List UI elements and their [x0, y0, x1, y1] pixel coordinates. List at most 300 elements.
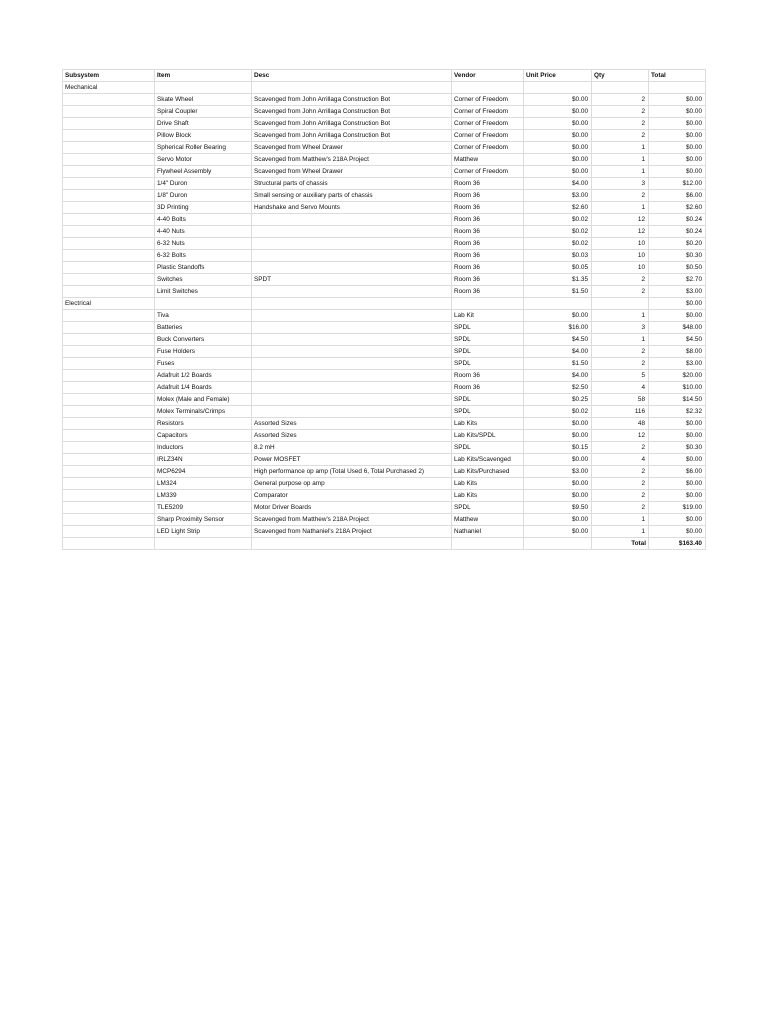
- cell-vendor: Room 36: [452, 262, 524, 274]
- cell-subsystem: [63, 214, 155, 226]
- cell-item: Buck Converters: [155, 334, 252, 346]
- table-row: [63, 454, 706, 466]
- cell-desc: Scavenged from Wheel Drawer: [252, 166, 452, 178]
- cell-subsystem: [63, 130, 155, 142]
- cell-subsystem: [63, 274, 155, 286]
- cell-vendor: Lab Kits: [452, 478, 524, 490]
- cell-vendor: Matthew: [452, 514, 524, 526]
- cell-total: $6.00: [649, 190, 706, 202]
- cell-vendor: SPDL: [452, 442, 524, 454]
- cell-subsystem: [63, 406, 155, 418]
- table-row: [63, 214, 706, 226]
- cell-subsystem: [63, 142, 155, 154]
- cell-total: $0.00: [649, 94, 706, 106]
- table-row: [63, 406, 706, 418]
- cell-item: 1/4" Duron: [155, 178, 252, 190]
- cell-unit-price: $0.00: [524, 154, 592, 166]
- cell-vendor: SPDL: [452, 406, 524, 418]
- cell-item: 3D Printing: [155, 202, 252, 214]
- cell-subsystem: [63, 454, 155, 466]
- cell-subsystem: [63, 334, 155, 346]
- cell-item: Molex (Male and Female): [155, 394, 252, 406]
- cell-item: Plastic Standoffs: [155, 262, 252, 274]
- cell-desc: [252, 394, 452, 406]
- cell-unit-price: $4.00: [524, 178, 592, 190]
- table-row: [63, 442, 706, 454]
- cell-vendor: Lab Kits: [452, 490, 524, 502]
- cell-desc: High performance op amp (Total Used 6, Total Purchased 2): [252, 466, 452, 478]
- cell-desc: [252, 310, 452, 322]
- cell-qty: 1: [592, 142, 649, 154]
- cell-total: $0.00: [649, 154, 706, 166]
- header-row: [63, 70, 706, 82]
- cell-subsystem: [63, 94, 155, 106]
- cell-vendor: Matthew: [452, 154, 524, 166]
- cell-subsystem: [63, 394, 155, 406]
- cell-item: Tiva: [155, 310, 252, 322]
- cell-subsystem: [63, 370, 155, 382]
- cell-unit-price: $2.50: [524, 382, 592, 394]
- cell-vendor: [452, 82, 524, 94]
- cell-item: TLE5209: [155, 502, 252, 514]
- cell-unit-price: $0.02: [524, 238, 592, 250]
- cell-vendor: SPDL: [452, 322, 524, 334]
- cell-vendor: Room 36: [452, 370, 524, 382]
- cell-qty: 10: [592, 262, 649, 274]
- cell-unit-price: $0.00: [524, 130, 592, 142]
- cell-qty: [592, 298, 649, 310]
- cell-vendor: Nathaniel: [452, 526, 524, 538]
- cell-item: Switches: [155, 274, 252, 286]
- table-row: [63, 514, 706, 526]
- cell-qty: 1: [592, 526, 649, 538]
- cell-subsystem: [63, 526, 155, 538]
- table-row: [63, 358, 706, 370]
- cell-unit-price: $0.00: [524, 142, 592, 154]
- header-unit-price: Unit Price: [524, 70, 592, 82]
- table-row: [63, 154, 706, 166]
- cell-unit-price: [524, 538, 592, 550]
- cell-subsystem: [63, 322, 155, 334]
- table-row: [63, 262, 706, 274]
- cell-unit-price: $1.35: [524, 274, 592, 286]
- cell-item: Molex Terminals/Crimps: [155, 406, 252, 418]
- cell-subsystem: [63, 118, 155, 130]
- cell-desc: Scavenged from John Arrillaga Construction Bot: [252, 106, 452, 118]
- cell-subsystem: [63, 262, 155, 274]
- cell-item: Resistors: [155, 418, 252, 430]
- cell-qty: 1: [592, 310, 649, 322]
- cell-desc: Comparator: [252, 490, 452, 502]
- cell-unit-price: $0.02: [524, 226, 592, 238]
- cell-desc: Scavenged from John Arrillaga Construction Bot: [252, 130, 452, 142]
- cell-qty: 2: [592, 466, 649, 478]
- cell-desc: [252, 238, 452, 250]
- cell-total: $163.40: [649, 538, 706, 550]
- cell-unit-price: $4.00: [524, 370, 592, 382]
- cell-desc: [252, 298, 452, 310]
- cell-unit-price: $0.00: [524, 454, 592, 466]
- cell-subsystem: [63, 442, 155, 454]
- cell-item: Adafruit 1/2 Boards: [155, 370, 252, 382]
- cell-subsystem: [63, 490, 155, 502]
- cell-vendor: Room 36: [452, 238, 524, 250]
- cell-desc: Scavenged from John Arrillaga Construction Bot: [252, 94, 452, 106]
- table-row: [63, 106, 706, 118]
- table-row: [63, 478, 706, 490]
- cell-total: $0.00: [649, 454, 706, 466]
- cell-desc: Assorted Sizes: [252, 430, 452, 442]
- table-row: [63, 178, 706, 190]
- cell-desc: 8.2 mH: [252, 442, 452, 454]
- cell-unit-price: $3.00: [524, 466, 592, 478]
- cell-item: Limit Switches: [155, 286, 252, 298]
- cell-vendor: Corner of Freedom: [452, 166, 524, 178]
- cell-qty: 2: [592, 286, 649, 298]
- cell-vendor: Corner of Freedom: [452, 142, 524, 154]
- cell-qty: 1: [592, 334, 649, 346]
- cell-subsystem: [63, 538, 155, 550]
- table-row: [63, 370, 706, 382]
- cell-subsystem: [63, 478, 155, 490]
- cell-subsystem: [63, 346, 155, 358]
- budget-table-body: [63, 70, 706, 550]
- cell-desc: [252, 286, 452, 298]
- cell-total: $3.00: [649, 358, 706, 370]
- cell-total: $3.00: [649, 286, 706, 298]
- header-subsystem: Subsystem: [63, 70, 155, 82]
- cell-qty: 1: [592, 202, 649, 214]
- cell-subsystem: [63, 310, 155, 322]
- cell-vendor: SPDL: [452, 346, 524, 358]
- cell-qty: 3: [592, 322, 649, 334]
- cell-item: [155, 538, 252, 550]
- cell-total: $20.00: [649, 370, 706, 382]
- cell-unit-price: $0.05: [524, 262, 592, 274]
- cell-subsystem: [63, 382, 155, 394]
- cell-desc: General purpose op amp: [252, 478, 452, 490]
- cell-desc: Assorted Sizes: [252, 418, 452, 430]
- cell-total: $0.00: [649, 166, 706, 178]
- cell-qty: 2: [592, 118, 649, 130]
- cell-unit-price: $0.00: [524, 526, 592, 538]
- cell-desc: [252, 538, 452, 550]
- cell-unit-price: $2.60: [524, 202, 592, 214]
- cell-total: $2.60: [649, 202, 706, 214]
- cell-total: $0.00: [649, 130, 706, 142]
- header-desc: Desc: [252, 70, 452, 82]
- cell-total: $0.00: [649, 298, 706, 310]
- cell-unit-price: $0.15: [524, 442, 592, 454]
- cell-vendor: Room 36: [452, 190, 524, 202]
- cell-qty: 2: [592, 130, 649, 142]
- cell-unit-price: $0.03: [524, 250, 592, 262]
- cell-total: $0.00: [649, 118, 706, 130]
- table-row: [63, 274, 706, 286]
- cell-unit-price: $16.00: [524, 322, 592, 334]
- cell-total: $6.00: [649, 466, 706, 478]
- cell-unit-price: $0.02: [524, 406, 592, 418]
- cell-desc: [252, 250, 452, 262]
- cell-unit-price: $4.50: [524, 334, 592, 346]
- cell-desc: Handshake and Servo Mounts: [252, 202, 452, 214]
- cell-unit-price: $0.00: [524, 514, 592, 526]
- cell-total: $0.00: [649, 418, 706, 430]
- cell-unit-price: $0.00: [524, 94, 592, 106]
- cell-unit-price: $0.00: [524, 478, 592, 490]
- cell-qty: 2: [592, 190, 649, 202]
- table-row: [63, 490, 706, 502]
- cell-qty: 1: [592, 154, 649, 166]
- cell-subsystem: [63, 250, 155, 262]
- cell-qty: [592, 82, 649, 94]
- cell-qty: 48: [592, 418, 649, 430]
- cell-total: $0.50: [649, 262, 706, 274]
- cell-unit-price: $0.00: [524, 430, 592, 442]
- cell-item: Inductors: [155, 442, 252, 454]
- cell-desc: [252, 358, 452, 370]
- table-row: [63, 190, 706, 202]
- table-row: [63, 430, 706, 442]
- cell-vendor: Corner of Freedom: [452, 118, 524, 130]
- cell-unit-price: $0.00: [524, 106, 592, 118]
- table-row: [63, 526, 706, 538]
- cell-desc: [252, 334, 452, 346]
- cell-total: $0.00: [649, 310, 706, 322]
- cell-vendor: Room 36: [452, 382, 524, 394]
- cell-desc: Scavenged from Matthew's 218A Project: [252, 154, 452, 166]
- cell-unit-price: $0.00: [524, 166, 592, 178]
- cell-vendor: Lab Kits: [452, 418, 524, 430]
- cell-desc: Scavenged from Wheel Drawer: [252, 142, 452, 154]
- cell-subsystem: [63, 430, 155, 442]
- table-row: [63, 346, 706, 358]
- cell-total: $0.30: [649, 250, 706, 262]
- cell-item: 6-32 Nuts: [155, 238, 252, 250]
- cell-qty: 2: [592, 490, 649, 502]
- cell-qty: 4: [592, 382, 649, 394]
- cell-item: [155, 298, 252, 310]
- cell-item: IRLZ34N: [155, 454, 252, 466]
- table-row: [63, 322, 706, 334]
- cell-subsystem: [63, 106, 155, 118]
- cell-vendor: Room 36: [452, 286, 524, 298]
- cell-subsystem: [63, 358, 155, 370]
- cell-vendor: Room 36: [452, 250, 524, 262]
- cell-qty: 10: [592, 238, 649, 250]
- cell-qty: 5: [592, 370, 649, 382]
- cell-item: 6-32 Bolts: [155, 250, 252, 262]
- cell-unit-price: $3.00: [524, 190, 592, 202]
- cell-item: Skate Wheel: [155, 94, 252, 106]
- cell-desc: Motor Driver Boards: [252, 502, 452, 514]
- budget-table: [62, 69, 706, 550]
- cell-qty: 10: [592, 250, 649, 262]
- cell-qty: 2: [592, 94, 649, 106]
- cell-total: [649, 82, 706, 94]
- cell-total: $10.00: [649, 382, 706, 394]
- cell-qty: 1: [592, 166, 649, 178]
- cell-total: $0.20: [649, 238, 706, 250]
- cell-vendor: SPDL: [452, 358, 524, 370]
- cell-qty: 2: [592, 478, 649, 490]
- cell-item: [155, 82, 252, 94]
- cell-item: Drive Shaft: [155, 118, 252, 130]
- cell-qty: 12: [592, 214, 649, 226]
- cell-unit-price: $0.00: [524, 418, 592, 430]
- cell-item: Spiral Coupler: [155, 106, 252, 118]
- cell-qty: 12: [592, 226, 649, 238]
- table-row: [63, 94, 706, 106]
- cell-qty: 12: [592, 430, 649, 442]
- cell-item: Batteries: [155, 322, 252, 334]
- cell-vendor: Lab Kits/Scavenged: [452, 454, 524, 466]
- cell-subsystem: [63, 154, 155, 166]
- cell-desc: Scavenged from Nathaniel's 218A Project: [252, 526, 452, 538]
- table-row: [63, 130, 706, 142]
- cell-vendor: Lab Kits/Purchased: [452, 466, 524, 478]
- cell-vendor: SPDL: [452, 502, 524, 514]
- cell-vendor: Corner of Freedom: [452, 94, 524, 106]
- table-row: [63, 418, 706, 430]
- cell-subsystem: [63, 238, 155, 250]
- cell-item: Flywheel Assembly: [155, 166, 252, 178]
- cell-subsystem: [63, 226, 155, 238]
- cell-qty: 2: [592, 106, 649, 118]
- cell-unit-price: $4.00: [524, 346, 592, 358]
- subsystem-row: [63, 298, 706, 310]
- cell-total: $0.00: [649, 106, 706, 118]
- cell-total: $0.00: [649, 430, 706, 442]
- table-row: [63, 310, 706, 322]
- cell-unit-price: $1.50: [524, 358, 592, 370]
- cell-desc: [252, 322, 452, 334]
- cell-desc: Scavenged from Matthew's 218A Project: [252, 514, 452, 526]
- cell-total: $0.00: [649, 514, 706, 526]
- table-row: [63, 382, 706, 394]
- cell-subsystem: [63, 466, 155, 478]
- cell-desc: [252, 370, 452, 382]
- cell-vendor: Lab Kit: [452, 310, 524, 322]
- cell-vendor: Lab Kits/SPDL: [452, 430, 524, 442]
- cell-total: $0.24: [649, 214, 706, 226]
- cell-total: $0.00: [649, 526, 706, 538]
- cell-desc: SPDT: [252, 274, 452, 286]
- cell-total: $0.30: [649, 442, 706, 454]
- cell-total: $48.00: [649, 322, 706, 334]
- table-row: [63, 202, 706, 214]
- header-item: Item: [155, 70, 252, 82]
- cell-item: LM324: [155, 478, 252, 490]
- cell-subsystem: [63, 514, 155, 526]
- cell-vendor: SPDL: [452, 394, 524, 406]
- table-row: [63, 334, 706, 346]
- cell-unit-price: $9.50: [524, 502, 592, 514]
- cell-qty: 116: [592, 406, 649, 418]
- cell-subsystem: [63, 166, 155, 178]
- table-row: [63, 466, 706, 478]
- cell-total: $0.24: [649, 226, 706, 238]
- cell-total: $0.00: [649, 478, 706, 490]
- cell-total: $0.00: [649, 490, 706, 502]
- cell-total: $19.00: [649, 502, 706, 514]
- header-qty: Qty: [592, 70, 649, 82]
- cell-desc: [252, 262, 452, 274]
- cell-desc: Small sensing or auxiliary parts of chassis: [252, 190, 452, 202]
- cell-item: Servo Motor: [155, 154, 252, 166]
- cell-item: Fuses: [155, 358, 252, 370]
- table-row: [63, 502, 706, 514]
- cell-unit-price: $0.00: [524, 310, 592, 322]
- cell-total: $4.50: [649, 334, 706, 346]
- cell-vendor: [452, 298, 524, 310]
- table-row: [63, 118, 706, 130]
- cell-total: $8.00: [649, 346, 706, 358]
- cell-qty: 2: [592, 274, 649, 286]
- cell-item: 1/8" Duron: [155, 190, 252, 202]
- header-vendor: Vendor: [452, 70, 524, 82]
- cell-unit-price: $0.00: [524, 490, 592, 502]
- cell-desc: [252, 214, 452, 226]
- cell-unit-price: $0.25: [524, 394, 592, 406]
- cell-vendor: Room 36: [452, 214, 524, 226]
- cell-vendor: SPDL: [452, 334, 524, 346]
- cell-item: 4-40 Bolts: [155, 214, 252, 226]
- cell-desc: Structural parts of chassis: [252, 178, 452, 190]
- cell-item: Capacitors: [155, 430, 252, 442]
- total-row: [63, 538, 706, 550]
- table-row: [63, 166, 706, 178]
- cell-item: Sharp Proximity Sensor: [155, 514, 252, 526]
- cell-unit-price: $0.00: [524, 118, 592, 130]
- cell-vendor: Room 36: [452, 178, 524, 190]
- cell-qty: 3: [592, 178, 649, 190]
- table-row: [63, 250, 706, 262]
- cell-vendor: [452, 538, 524, 550]
- cell-vendor: Room 36: [452, 274, 524, 286]
- cell-item: 4-40 Nuts: [155, 226, 252, 238]
- cell-subsystem: [63, 202, 155, 214]
- cell-qty: 1: [592, 514, 649, 526]
- cell-unit-price: [524, 298, 592, 310]
- cell-qty: 4: [592, 454, 649, 466]
- cell-qty: 2: [592, 346, 649, 358]
- cell-qty: 2: [592, 358, 649, 370]
- subsystem-row: [63, 82, 706, 94]
- cell-desc: Scavenged from John Arrillaga Construction Bot: [252, 118, 452, 130]
- cell-unit-price: $0.02: [524, 214, 592, 226]
- cell-unit-price: $1.50: [524, 286, 592, 298]
- cell-item: Adafruit 1/4 Boards: [155, 382, 252, 394]
- cell-desc: [252, 406, 452, 418]
- cell-subsystem: [63, 178, 155, 190]
- cell-unit-price: [524, 82, 592, 94]
- cell-qty: 2: [592, 502, 649, 514]
- table-row: [63, 226, 706, 238]
- cell-qty: Total: [592, 538, 649, 550]
- cell-vendor: Corner of Freedom: [452, 106, 524, 118]
- cell-total: $14.50: [649, 394, 706, 406]
- cell-qty: 58: [592, 394, 649, 406]
- cell-desc: [252, 346, 452, 358]
- cell-desc: Power MOSFET: [252, 454, 452, 466]
- spreadsheet-page: [62, 69, 705, 550]
- cell-subsystem: [63, 502, 155, 514]
- cell-desc: [252, 226, 452, 238]
- cell-total: $12.00: [649, 178, 706, 190]
- cell-item: LED Light Strip: [155, 526, 252, 538]
- cell-subsystem: [63, 190, 155, 202]
